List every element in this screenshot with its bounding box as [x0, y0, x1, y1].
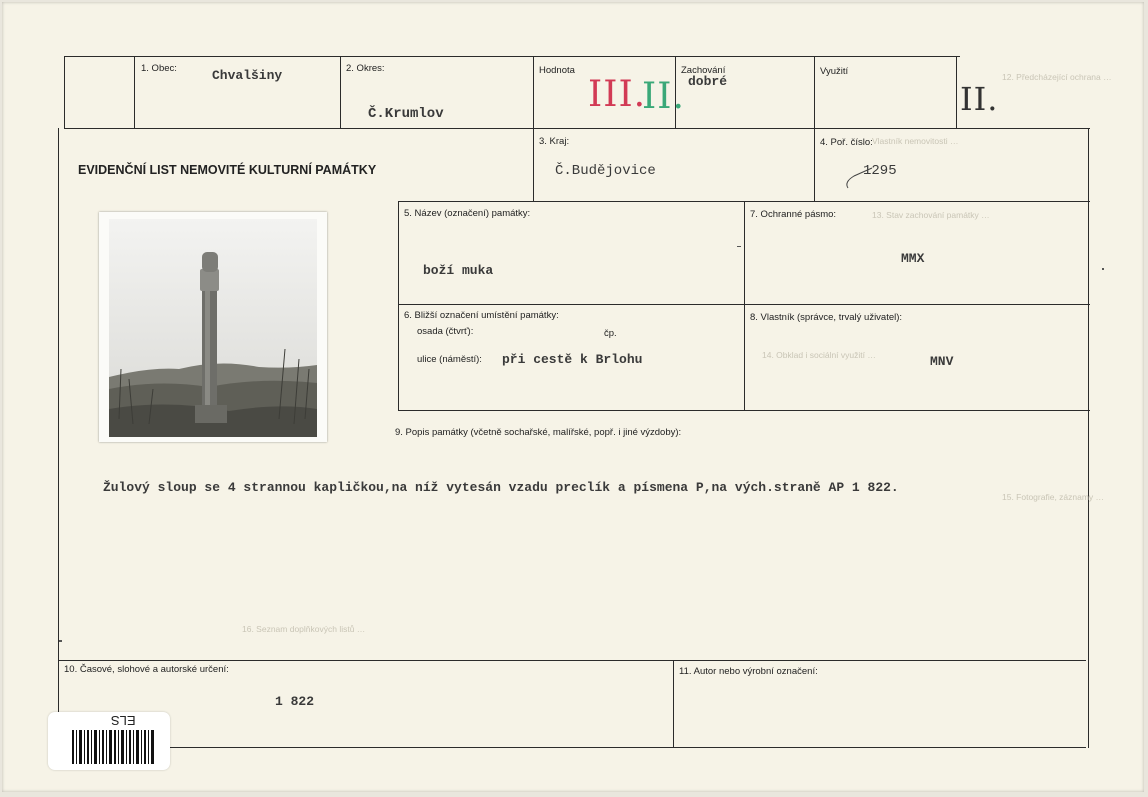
barcode-sticker	[48, 712, 170, 770]
kraj-value: Č.Budějovice	[555, 163, 656, 179]
bleed-through-text: 14. Obklad i sociální využití …	[762, 350, 876, 360]
ink-speck	[1102, 268, 1104, 270]
vyuziti-label: Využití	[820, 66, 849, 77]
ulice-value: při cestě k Brlohu	[502, 352, 643, 367]
ochranne-value: MMX	[901, 251, 925, 266]
vlastnik-label: 8. Vlastník (správce, trvalý uživatel):	[750, 312, 903, 323]
popis-value: Žulový sloup se 4 strannou kapličkou,na níž vytesán vzadu preclík a písmena P,na vých.straně AP 1 822.	[103, 480, 899, 495]
hodnota-green-mark: II.	[642, 76, 685, 117]
okres-value: Č.Krumlov	[368, 106, 444, 122]
ink-speck	[737, 246, 741, 247]
pen-tick-mark	[840, 162, 880, 192]
autor-label: 11. Autor nebo výrobní označení:	[679, 666, 818, 677]
rule	[64, 56, 65, 128]
rule	[673, 660, 674, 748]
rule	[744, 201, 745, 411]
bleed-through-text: 15. Fotografie, záznamy …	[1002, 492, 1105, 502]
rule	[340, 56, 341, 128]
form-title: EVIDENČNÍ LIST NEMOVITÉ KULTURNÍ PAMÁTKY	[78, 163, 377, 177]
photo-image	[109, 219, 317, 437]
casove-value: 1 822	[275, 694, 315, 709]
rule	[533, 56, 534, 201]
zachovani-label: Zachování	[681, 65, 726, 76]
rule	[58, 128, 59, 748]
por-cislo-value: 1295	[863, 163, 897, 179]
rule	[58, 747, 1086, 748]
bleed-through-text: 13. Stav zachování památky …	[872, 210, 990, 220]
rule	[398, 201, 399, 411]
hodnota-red-mark: III.	[588, 74, 647, 115]
rule	[134, 56, 135, 128]
hodnota-label: Hodnota	[539, 65, 575, 76]
popis-label: 9. Popis památky (včetně sochařské, malířské, popř. i jiné výzdoby):	[395, 427, 682, 438]
vyuziti-value: II.	[960, 80, 999, 118]
rule	[64, 56, 960, 57]
por-cislo-label: 4. Poř. číslo:	[820, 137, 873, 148]
okres-label: 2. Okres:	[346, 63, 385, 74]
rule	[58, 660, 1086, 661]
ink-speck	[59, 640, 62, 642]
nazev-value: boží muka	[423, 263, 494, 278]
cp-label: čp.	[604, 328, 617, 339]
ulice-label: ulice (náměstí):	[417, 354, 482, 365]
nazev-label: 5. Název (označení) památky:	[404, 208, 531, 219]
rule	[956, 56, 957, 128]
sticker-code: ELS	[111, 713, 136, 728]
ochranne-label: 7. Ochranné pásmo:	[750, 209, 837, 220]
zachovani-value: dobré	[688, 74, 728, 89]
rule	[1088, 128, 1089, 748]
rule	[814, 56, 815, 201]
kraj-label: 3. Kraj:	[539, 136, 570, 147]
obec-label: 1. Obec:	[141, 63, 177, 74]
osada-label: osada (čtvrť):	[417, 326, 474, 337]
bleed-through-text: 12. Předcházející ochrana …	[1002, 72, 1112, 82]
barcode-icon	[72, 730, 156, 764]
monument-photograph	[99, 212, 327, 442]
casove-label: 10. Časové, slohové a autorské určení:	[64, 664, 229, 675]
vlastnik-value: MNV	[930, 354, 954, 369]
bleed-through-text: Vlastník nemovitosti …	[872, 136, 959, 146]
rule	[64, 128, 1090, 129]
obec-value: Chvalšiny	[212, 68, 283, 83]
blizsi-label: 6. Bližší označení umístění památky:	[404, 310, 559, 321]
bleed-through-text: 16. Seznam doplňkových listů …	[242, 624, 366, 634]
